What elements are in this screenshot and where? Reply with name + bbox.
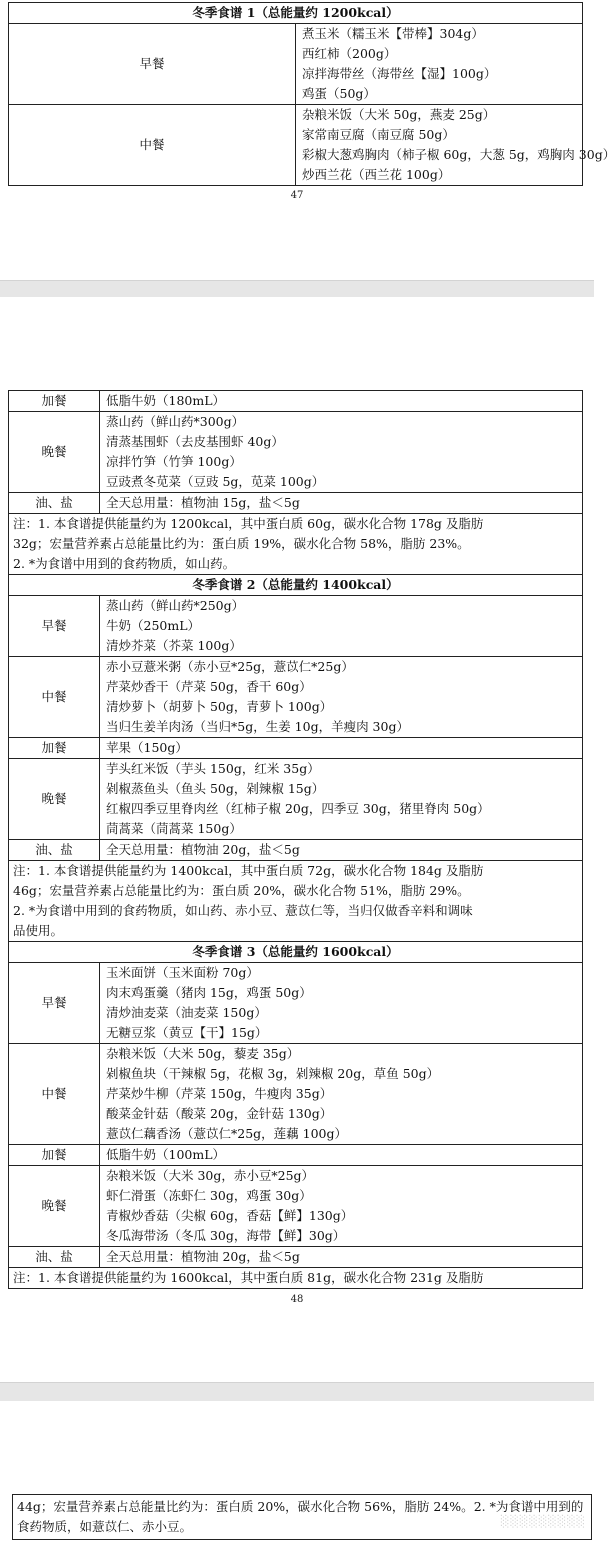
food-item: 青椒炒香菇（尖椒 60g，香菇【鲜】130g） [106,1208,354,1223]
food-item: 芋头红米饭（芋头 150g，红米 35g） [106,761,320,776]
meal-items [100,657,583,738]
menu-title-row [9,3,583,24]
food-item: 茼蒿菜（茼蒿菜 150g） [106,821,242,836]
meal-row [9,493,583,514]
menu-title: 冬季食谱 3（总能量约 1600kcal） [9,942,583,963]
meal-name: 晚餐 [9,412,100,493]
menu-title-row [9,575,583,596]
menu-note [9,514,583,575]
meal-name: 加餐 [9,391,100,412]
page-48-table [8,390,583,1289]
food-item: 全天总用量：植物油 15g，盐＜5g [106,495,300,510]
meal-items [100,1247,583,1268]
meal-items [100,1166,583,1247]
food-item: 芹菜炒牛柳（芹菜 150g，牛瘦肉 35g） [106,1086,333,1101]
meal-items [296,105,615,186]
meal-row [9,596,583,657]
food-item: 煮玉米（糯玉米【带棒】304g） [302,26,484,41]
food-item: 酸菜金针菇（酸菜 20g，金针菇 130g） [106,1106,333,1121]
food-item: 杂粮米饭（大米 50g，燕麦 25g） [302,107,496,122]
note-line: 2. *为食谱中用到的食药物质，如薏苡仁、赤小豆。 [17,1499,584,1534]
meal-items [100,759,583,840]
page-number-47: 47 [290,190,304,201]
food-item: 清蒸基围虾（去皮基围虾 40g） [106,434,284,449]
food-item: 蒸山药（鲜山药*300g） [106,414,245,429]
meal-name: 中餐 [9,657,100,738]
food-item: 豆豉煮冬苋菜（豆豉 5g，苋菜 100g） [106,474,325,489]
note-line: 32g；宏量营养素占总能量比约为：蛋白质 19%，碳水化合物 58%，脂肪 23%。 [13,536,470,551]
food-item: 薏苡仁藕香汤（薏苡仁*25g，莲藕 100g） [106,1126,347,1141]
food-item: 牛奶（250mL） [106,618,201,633]
menu-title: 冬季食谱 2（总能量约 1400kcal） [9,575,583,596]
page-number-48: 48 [290,1294,304,1305]
food-item: 西红柿（200g） [302,46,397,61]
meal-name: 早餐 [9,24,296,105]
food-item: 清炒萝卜（胡萝卜 50g，青萝卜 100g） [106,699,333,714]
food-item: 全天总用量：植物油 20g，盐＜5g [106,1249,300,1264]
food-item: 家常南豆腐（南豆腐 50g） [302,127,455,142]
meal-row [9,1145,583,1166]
note-line: 注：1. 本食谱提供能量约为 1600kcal，其中蛋白质 81g，碳水化合物 231g 及脂肪 [13,1270,484,1285]
food-item: 低脂牛奶（100mL） [106,1147,226,1162]
meal-name: 中餐 [9,1044,100,1145]
meal-name: 油、盐 [9,493,100,514]
note-line: 46g；宏量营养素占总能量比约为：蛋白质 20%，碳水化合物 51%，脂肪 29%。 [13,883,470,898]
food-item: 无糖豆浆（黄豆【干】15g） [106,1025,268,1040]
meal-name: 加餐 [9,738,100,759]
food-item: 当归生姜羊肉汤（当归*5g，生姜 10g，羊瘦肉 30g） [106,719,409,734]
note-line: 2. *为食谱中用到的食药物质，如山药。 [13,556,236,571]
meal-name: 加餐 [9,1145,100,1166]
meal-items [100,412,583,493]
meal-row [9,24,583,105]
menu-note [9,1268,583,1289]
food-item: 肉末鸡蛋羹（猪肉 15g，鸡蛋 50g） [106,985,312,1000]
meal-row [9,657,583,738]
note-row [9,1268,583,1289]
meal-name: 晚餐 [9,1166,100,1247]
note-row [9,514,583,575]
note-row [9,861,583,942]
winter-menu-1-table-part1 [8,2,615,186]
meal-items [100,391,583,412]
food-item: 赤小豆薏米粥（赤小豆*25g，薏苡仁*25g） [106,659,354,674]
meal-items [100,963,583,1044]
meal-row [9,412,583,493]
note-line: 注：1. 本食谱提供能量约为 1400kcal，其中蛋白质 72g，碳水化合物 184g 及脂肪 [13,863,484,878]
food-item: 鸡蛋（50g） [302,86,376,101]
note-line: 注：1. 本食谱提供能量约为 1200kcal，其中蛋白质 60g，碳水化合物 178g 及脂肪 [13,516,484,531]
meal-items [100,596,583,657]
menu-title: 冬季食谱 1（总能量约 1200kcal） [9,3,583,24]
meal-row [9,105,583,186]
meal-items [100,1145,583,1166]
meal-name: 油、盐 [9,1247,100,1268]
menu-title-row [9,942,583,963]
food-item: 剁椒蒸鱼头（鱼头 50g，剁辣椒 15g） [106,781,325,796]
food-item: 清炒芥菜（芥菜 100g） [106,638,242,653]
meal-row [9,963,583,1044]
meal-items [100,493,583,514]
food-item: 全天总用量：植物油 20g，盐＜5g [106,842,300,857]
meal-row [9,759,583,840]
page-gap [0,280,594,298]
watermark: ░░░░░░░░░ [500,1515,586,1528]
meal-name: 油、盐 [9,840,100,861]
meal-row [9,391,583,412]
food-item: 芹菜炒香干（芹菜 50g，香干 60g） [106,679,312,694]
food-item: 杂粮米饭（大米 50g，藜麦 35g） [106,1046,300,1061]
meal-items [100,840,583,861]
meal-name: 早餐 [9,596,100,657]
food-item: 凉拌海带丝（海带丝【湿】100g） [302,66,497,81]
meal-row [9,1166,583,1247]
meal-name: 早餐 [9,963,100,1044]
food-item: 冬瓜海带汤（冬瓜 30g，海带【鲜】30g） [106,1228,346,1243]
note-line: 44g；宏量营养素占总能量比约为：蛋白质 20%，碳水化合物 56%，脂肪 24%。 [17,1499,474,1514]
food-item: 彩椒大葱鸡胸肉（柿子椒 60g，大葱 5g，鸡胸肉 30g） [302,147,615,162]
food-item: 苹果（150g） [106,740,188,755]
food-item: 红椒四季豆里脊肉丝（红柿子椒 20g，四季豆 30g，猪里脊肉 50g） [106,801,490,816]
food-item: 剁椒鱼块（干辣椒 5g，花椒 3g，剁辣椒 20g，草鱼 50g） [106,1066,440,1081]
food-item: 蒸山药（鲜山药*250g） [106,598,245,613]
food-item: 清炒油麦菜（油麦菜 150g） [106,1005,267,1020]
meal-items [296,24,583,105]
food-item: 炒西兰花（西兰花 100g） [302,167,451,182]
meal-row [9,1044,583,1145]
meal-items [100,1044,583,1145]
meal-row [9,840,583,861]
meal-name: 晚餐 [9,759,100,840]
menu-note [9,861,583,942]
page-gap [0,1382,594,1402]
meal-row [9,1247,583,1268]
food-item: 虾仁滑蛋（冻虾仁 30g，鸡蛋 30g） [106,1188,312,1203]
food-item: 低脂牛奶（180mL） [106,393,226,408]
meal-name: 中餐 [9,105,296,186]
note-line: 2. *为食谱中用到的食药物质，如山药、赤小豆、薏苡仁等，当归仅做香辛料和调味 [13,903,473,918]
food-item: 玉米面饼（玉米面粉 70g） [106,965,259,980]
note-line: 品使用。 [13,923,64,938]
meal-row [9,738,583,759]
food-item: 杂粮米饭（大米 30g，赤小豆*25g） [106,1168,315,1183]
meal-items [100,738,583,759]
food-item: 凉拌竹笋（竹笋 100g） [106,454,242,469]
